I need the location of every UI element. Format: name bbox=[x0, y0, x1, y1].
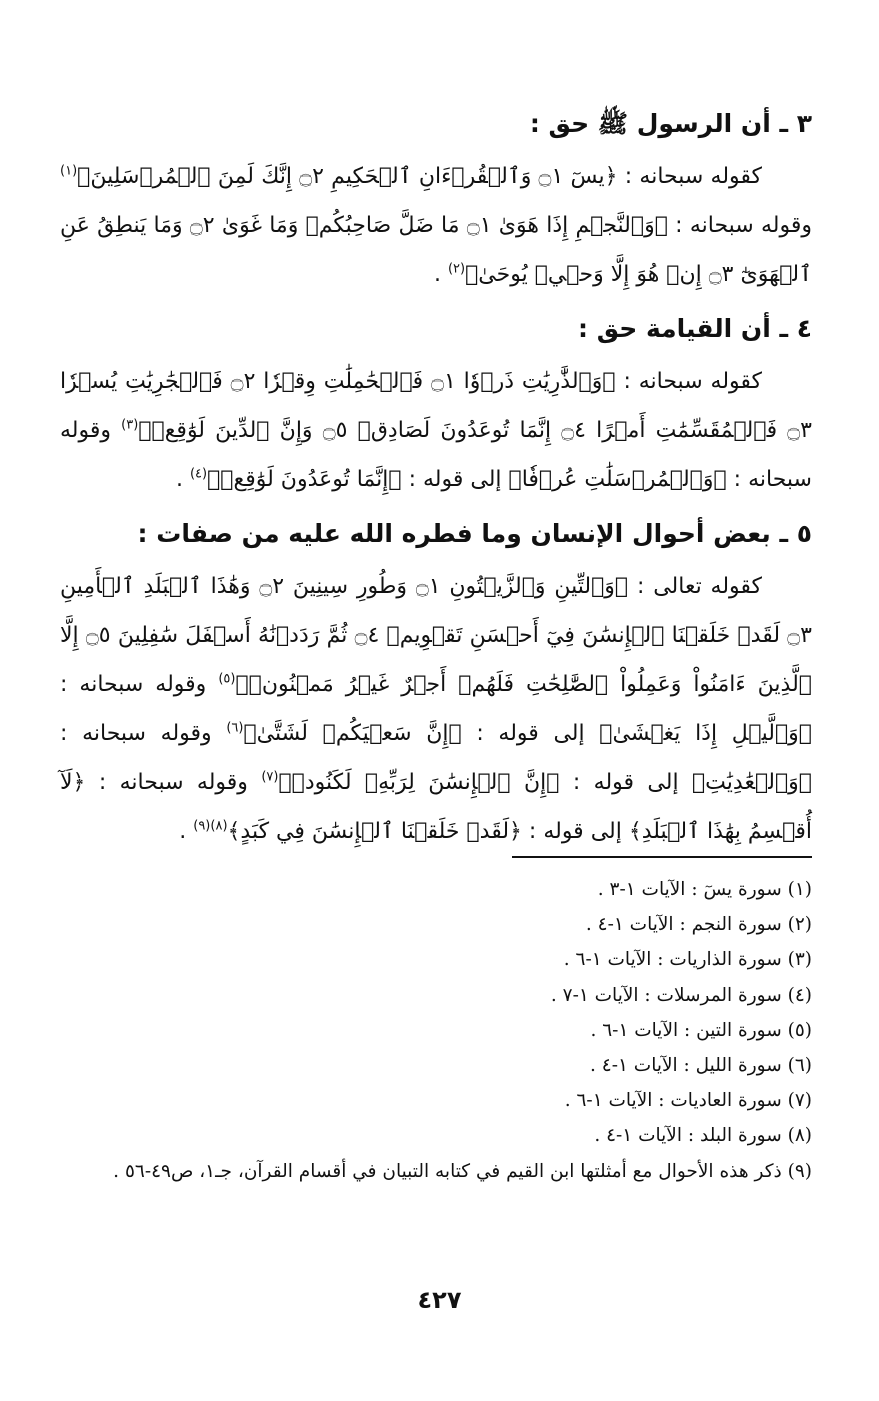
footnote-ref: (٧) bbox=[261, 769, 279, 785]
text-segment: كقوله سبحانه : ﴿يسٓ ۝١ وَٱلۡقُرۡءَانِ ٱلۡحَكِيمِ ۝٢ إِنَّكَ لَمِنَ ٱلۡمُرۡسَلِينَ﴾ bbox=[77, 164, 762, 189]
footnote-ref: (٦) bbox=[226, 720, 244, 736]
text-segment: . bbox=[433, 262, 448, 287]
footnote-item: (٨) سورة البلد : الآيات ١-٤ . bbox=[594, 1125, 812, 1147]
body-paragraph bbox=[60, 562, 812, 856]
footnote-ref: (١) bbox=[60, 163, 78, 179]
footnote-item: (٦) سورة الليل : الآيات ١-٤ . bbox=[590, 1055, 812, 1077]
text-segment: كقوله سبحانه : ﴿وَٱلذَّٰرِيَٰتِ ذَرۡوٗا ۝١ فَٱلۡحَٰمِلَٰتِ وِقۡرٗا ۝٢ فَٱلۡجَٰرِيَٰتِ يُسۡرٗا ۝٣ فَٱلۡمُقَسِّمَٰتِ أَمۡرًا ۝٤ إِنَّمَا تُوعَدُونَ لَصَادِقٞ ۝٥ وَإِنَّ ٱلدِّينَ لَوَٰقِعٞ﴾ bbox=[60, 369, 812, 443]
footnote-ref: (٨)(٩) bbox=[193, 818, 228, 834]
footnotes bbox=[60, 872, 812, 1189]
text-segment: كقوله تعالى : ﴿وَٱلتِّينِ وَٱلزَّيۡتُونِ ۝١ وَطُورِ سِينِينَ ۝٢ وَهَٰذَا ٱلۡبَلَدِ ٱلۡأَمِينِ ۝٣ لَقَدۡ خَلَقۡنَا ٱلۡإِنسَٰنَ فِيٓ أَحۡسَنِ تَقۡوِيمٖ ۝٤ ثُمَّ رَدَدۡنَٰهُ أَسۡفَلَ سَٰفِلِينَ ۝٥ إِلَّا ٱلَّذِينَ ءَامَنُواْ وَعَمِلُواْ ٱلصَّٰلِحَٰتِ فَلَهُمۡ أَجۡرٌ غَيۡرُ مَمۡنُونٖ﴾ bbox=[60, 574, 812, 697]
footnote-item: (١) سورة يسٓ : الآيات ١-٣ . bbox=[597, 879, 812, 900]
footnote-item: (٣) سورة الذاريات : الآيات ١-٦ . bbox=[563, 949, 812, 971]
footnote-ref: (٣) bbox=[121, 417, 139, 433]
footnote-item: (٢) سورة النجم : الآيات ١-٤ . bbox=[585, 914, 812, 936]
footnote-divider bbox=[512, 856, 812, 858]
footnote-item: (٥) سورة التين : الآيات ١-٦ . bbox=[590, 1019, 812, 1041]
page-number: ٤٢٧ bbox=[417, 1286, 462, 1314]
body-paragraph bbox=[60, 357, 812, 504]
section-heading: ٤ ـ أن القيامة حق : bbox=[578, 314, 812, 343]
text-segment: وقوله سبحانه : ﴿لَآ أُقۡسِمُ بِهَٰذَا ٱلۡبَلَدِ﴾ إلى قوله : ﴿لَقَدۡ خَلَقۡنَا ٱلۡإِنسَٰنَ فِي كَبَدٍ﴾ bbox=[60, 770, 812, 844]
section-heading: ٣ ـ أن الرسول ﷺ حق : bbox=[529, 109, 812, 138]
text-segment: وقوله سبحانه : ﴿وَٱلۡعَٰدِيَٰتِ﴾ إلى قوله : ﴿إِنَّ ٱلۡإِنسَٰنَ لِرَبِّهِۦ لَكَنُودٞ﴾ bbox=[60, 721, 812, 795]
text-segment: وقوله سبحانه : ﴿وَٱلَّيۡلِ إِذَا يَغۡشَىٰ﴾ إلى قوله : ﴿إِنَّ سَعۡيَكُمۡ لَشَتَّىٰ﴾ bbox=[60, 672, 812, 746]
main-text bbox=[60, 104, 812, 866]
text-segment: . bbox=[179, 819, 194, 844]
text-segment: وقوله سبحانه : ﴿وَٱلنَّجۡمِ إِذَا هَوَىٰ ۝١ مَا ضَلَّ صَاحِبُكُمۡ وَمَا غَوَىٰ ۝٢ وَمَا يَنطِقُ عَنِ ٱلۡهَوَىٰٓ ۝٣ إِنۡ هُوَ إِلَّا وَحۡيٞ يُوحَىٰ﴾ bbox=[60, 213, 812, 287]
footnote-ref: (٥) bbox=[218, 671, 236, 687]
footnote-ref: (٢) bbox=[447, 261, 466, 277]
body-paragraph bbox=[60, 152, 812, 299]
footnote-item: (٩) ذكر هذه الأحوال مع أمثلتها ابن القيم في كتابه التبيان في أقسام القرآن، جـ١، ص٤٩-٥٦ . bbox=[113, 1160, 812, 1182]
footnote-item: (٧) سورة العاديات : الآيات ١-٦ . bbox=[564, 1090, 812, 1112]
text-segment: وقوله سبحانه : ﴿وَٱلۡمُرۡسَلَٰتِ عُرۡفٗا﴾ إلى قوله : ﴿إِنَّمَا تُوعَدُونَ لَوَٰقِعٞ﴾ bbox=[60, 418, 812, 492]
footnote-ref: (٤) bbox=[189, 466, 208, 482]
section-heading: ٥ ـ بعض أحوال الإنسان وما فطره الله عليه من صفات : bbox=[137, 519, 812, 548]
text-segment: . bbox=[175, 467, 190, 492]
footnote-item: (٤) سورة المرسلات : الآيات ١-٧ . bbox=[550, 984, 812, 1006]
